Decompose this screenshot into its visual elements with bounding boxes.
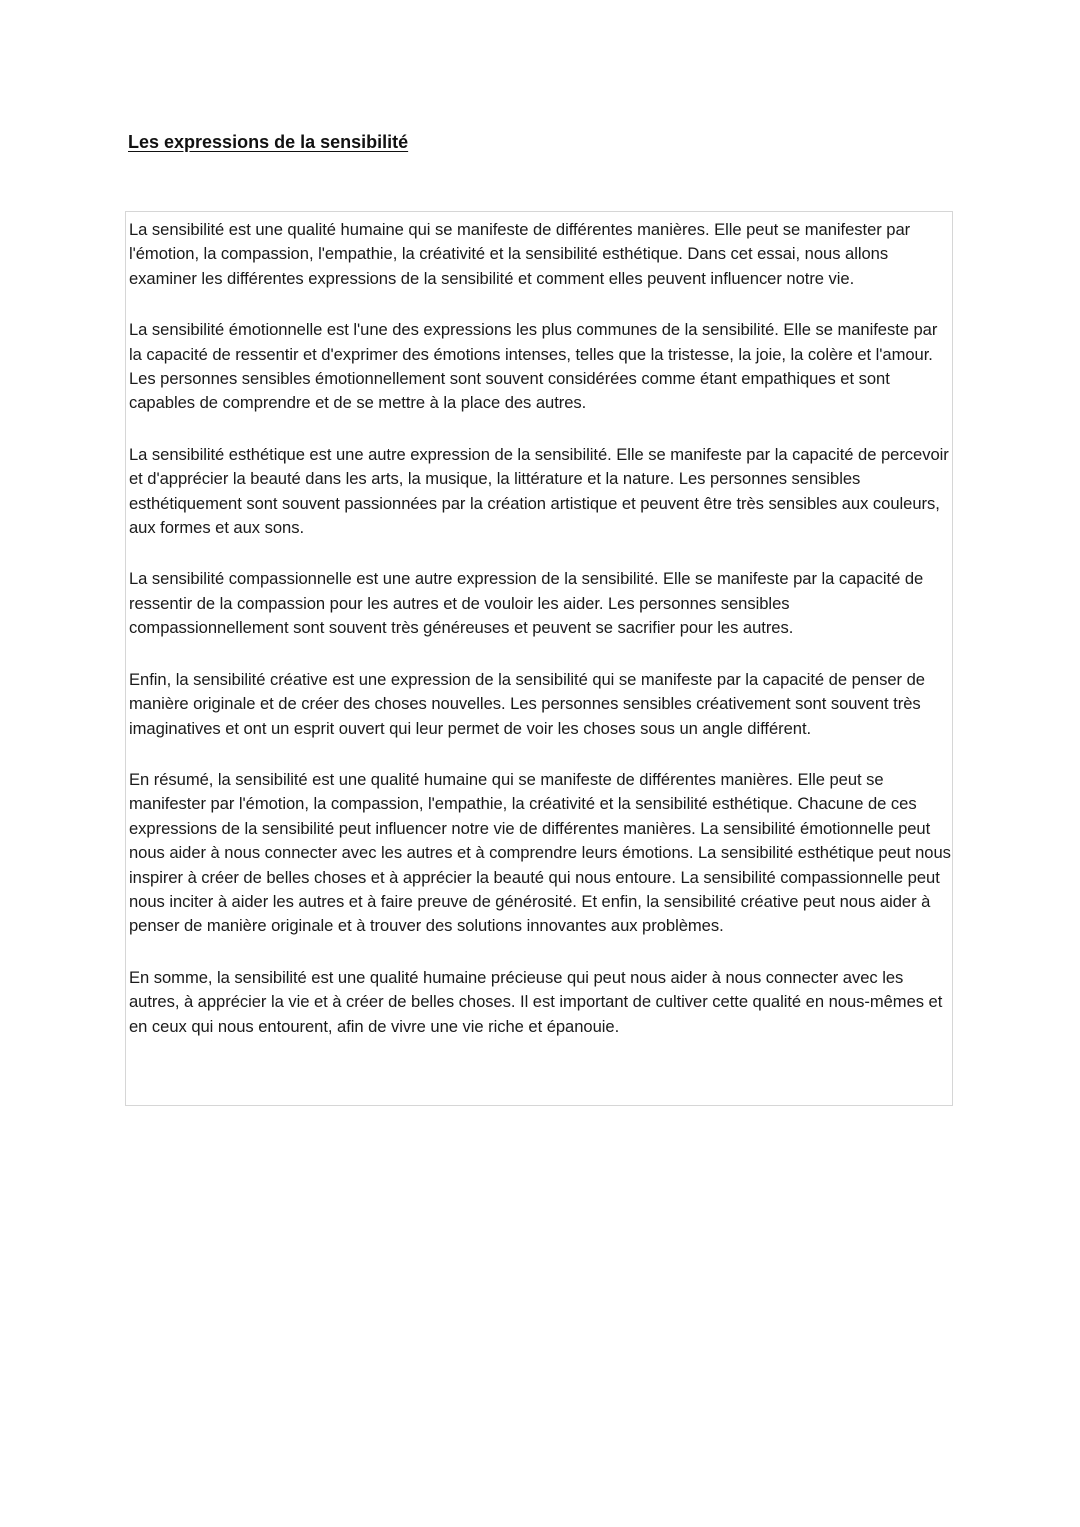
page-title: Les expressions de la sensibilité bbox=[128, 132, 409, 152]
paragraph-summary: En résumé, la sensibilité est une qualité humaine qui se manifeste de différentes manières. Elle peut se manifester par l'émotion, la compassion, l'empathie, la créativité et la sensibilité esthétique. Chacune de ces expressions de la sensibilité peut influencer notre vie de différentes manières. La sensibilité émotionnelle peut nous aider à nous connecter avec les autres et à comprendre leurs émotions. La sensibilité esthétique peut nous inspirer à créer de belles choses et à apprécier la beauté qui nous entoure. La sensibilité compassionnelle peut nous inciter à aider les autres et à faire preuve de générosité. Et enfin, la sensibilité créative peut nous aider à penser de manière originale et à trouver des solutions innovantes aux problèmes. bbox=[129, 769, 951, 936]
essay-text-box bbox=[125, 211, 953, 1106]
paragraph-emotional-sensitivity: La sensibilité émotionnelle est l'une des expressions les plus communes de la sensibilité. Elle se manifeste par la capacité de ressentir et d'exprimer des émotions intenses, telles que la tristesse, la joie, la colère et l'amour. Les personnes sensibles émotionnellement sont souvent considérées comme étant empathiques et sont capables de comprendre et de se mettre à la place des autres. bbox=[129, 320, 938, 413]
paragraph-conclusion: En somme, la sensibilité est une qualité humaine précieuse qui peut nous aider à nous connecter avec les autres, à apprécier la vie et à créer de belles choses. Il est important de cultiver cette qualité en nous-mêmes et en ceux qui nous entourent, afin de vivre une vie riche et épanouie. bbox=[129, 967, 943, 1036]
paragraph-introduction: La sensibilité est une qualité humaine qui se manifeste de différentes manières. Elle peut se manifester par l'émotion, la compassion, l'empathie, la créativité et la sensibilité esthétique. Dans cet essai, nous allons examiner les différentes expressions de la sensibilité et comment elles peuvent influencer notre vie. bbox=[129, 220, 911, 288]
paragraph-compassionate-sensitivity: La sensibilité compassionnelle est une autre expression de la sensibilité. Elle se manifeste par la capacité de ressentir de la compassion pour les autres et de vouloir les aider. Les personnes sensibles compassionnellement sont souvent très généreuses et peuvent se sacrifier pour les autres. bbox=[129, 569, 924, 638]
paragraph-creative-sensitivity: Enfin, la sensibilité créative est une expression de la sensibilité qui se manifeste par la capacité de penser de manière originale et de créer des choses nouvelles. Les personnes sensibles créativement sont souvent très imaginatives et ont un esprit ouvert qui leur permet de voir les choses sous un angle différent. bbox=[129, 669, 925, 738]
paragraph-aesthetic-sensitivity: La sensibilité esthétique est une autre expression de la sensibilité. Elle se manifeste par la capacité de percevoir et d'apprécier la beauté dans les arts, la musique, la littérature et la nature. Les personnes sensibles esthétiquement sont souvent passionnées par la création artistique et peuvent être très sensibles aux couleurs, aux formes et aux sons. bbox=[129, 444, 949, 538]
